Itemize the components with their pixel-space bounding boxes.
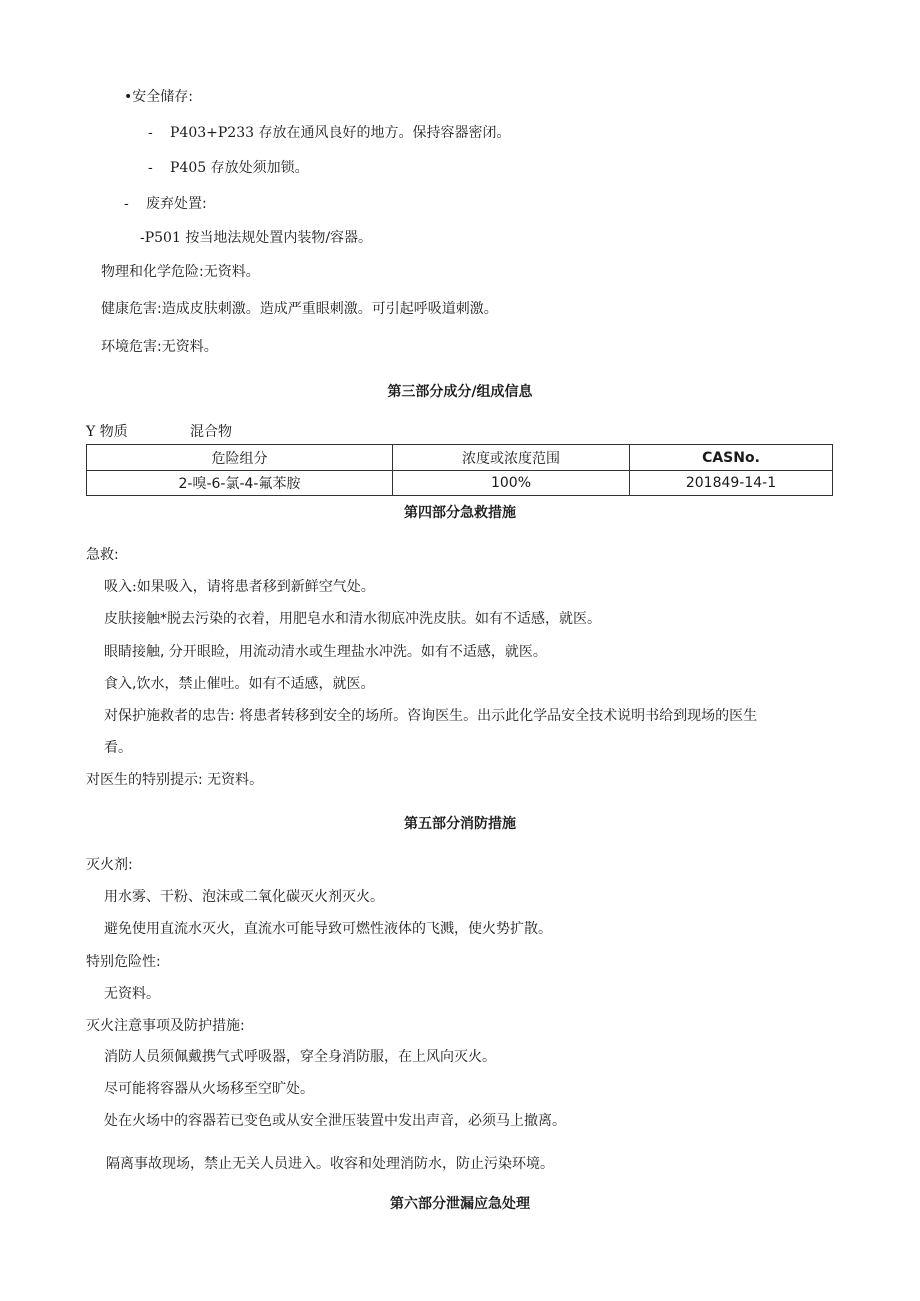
substance-label: Y 物质: [86, 424, 128, 440]
firstaid-text: 分开眼睑，用流动清水或生理盐水冲洗。如有不适感，就医。: [168, 644, 547, 660]
disposal-dash: -: [124, 196, 129, 212]
precaution-heading: 灭火注意事项及防护措施:: [86, 1018, 245, 1034]
table-row: [87, 471, 833, 496]
agent-heading: 灭火剂:: [86, 857, 133, 873]
storage-dash-1: -: [148, 125, 153, 141]
hazard-text: 无资料。: [203, 264, 260, 280]
hazard-health: [101, 300, 498, 318]
disposal-heading: 废弃处置:: [146, 196, 207, 212]
precaution-line-4: 隔离事故现场，禁止无关人员进入。收容和处理消防水，防止污染环境。: [106, 1156, 554, 1172]
section6-title: 第六部分泄漏应急处理: [390, 1196, 530, 1212]
section4-title: 第四部分急救措施: [404, 505, 516, 521]
hazard-label: 环境危害:: [101, 339, 162, 355]
special-heading: 特别危险性:: [86, 954, 161, 970]
firstaid-text: 如果吸入，请将患者移到新鲜空气处。: [136, 579, 375, 595]
cell-cas: 201849-14-1: [630, 471, 833, 496]
cell-concentration: 100%: [393, 471, 630, 496]
storage-item-1: P403+P233 存放在通风良好的地方。保持容器密闭。: [170, 125, 511, 141]
firstaid-label: 吸入:: [104, 579, 137, 595]
firstaid-text: 饮水，禁止催吐。如有不适感，就医。: [136, 676, 375, 692]
protector-text: 将患者转移到安全的场所。咨询医生。出示此化学品安全技术说明书给到现场的医生: [239, 708, 758, 724]
hazard-label: 健康危害:: [101, 301, 162, 317]
firstaid-label: 食入,: [104, 676, 137, 692]
firstaid-label: 皮肤接触*: [104, 611, 167, 627]
precaution-line-3: 处在火场中的容器若已变色或从安全泄压装置中发出声音，必须马上撤离。: [104, 1113, 566, 1129]
mixture-label: 混合物: [190, 424, 232, 440]
doctor-note: [86, 771, 263, 789]
agent-line-1: 用水雾、干粉、泡沫或二氧化碳灭火剂灭火。: [104, 889, 384, 905]
storage-dash-2: -: [148, 160, 153, 176]
doctor-text: 无资料。: [207, 772, 264, 788]
protector-text-cont: 看。: [104, 740, 132, 756]
precaution-line-1: 消防人员须佩戴携气式呼吸器，穿全身消防服，在上风向灭火。: [104, 1049, 496, 1065]
special-text: 无资料。: [104, 986, 160, 1002]
hazard-environment: [101, 338, 218, 356]
hazard-label: 物理和化学危险:: [101, 264, 204, 280]
firstaid-inhalation: [104, 578, 375, 596]
header-concentration: 浓度或浓度范围: [393, 445, 630, 471]
firstaid-ingestion: [104, 675, 374, 693]
disposal-item: -P501 按当地法规处置内装物/容器。: [140, 230, 373, 246]
header-cas: CASNo.: [630, 445, 833, 471]
table-header-row: [87, 445, 833, 471]
firstaid-eye: [104, 643, 547, 661]
firstaid-skin: [104, 610, 601, 628]
storage-heading: •安全储存:: [124, 89, 193, 105]
hazard-text: 无资料。: [161, 339, 218, 355]
hazard-physical: [101, 263, 260, 281]
section5-title: 第五部分消防措施: [404, 816, 516, 832]
section3-title: 第三部分成分/组成信息: [387, 384, 533, 400]
header-component: 危险组分: [87, 445, 393, 471]
protector-label: 对保护施救者的忠告:: [104, 708, 235, 724]
protector-advice: [104, 707, 757, 725]
doctor-label: 对医生的特别提示:: [86, 772, 203, 788]
firstaid-text: 脱去污染的衣着，用肥皂水和清水彻底冲洗皮肤。如有不适感，就医。: [167, 611, 601, 627]
cell-component: 2-嗅-6-氯-4-氟苯胺: [87, 471, 393, 496]
composition-table: [86, 444, 833, 496]
precaution-line-2: 尽可能将容器从火场移至空旷处。: [104, 1081, 314, 1097]
hazard-text: 造成皮肤刺激。造成严重眼刺激。可引起呼吸道刺激。: [161, 301, 498, 317]
storage-item-2: P405 存放处须加锁。: [170, 160, 309, 176]
agent-line-2: 避免使用直流水灭火，直流水可能导致可燃性液体的飞溅，使火势扩散。: [104, 921, 552, 937]
firstaid-label: 眼睛接触,: [104, 644, 165, 660]
firstaid-heading: 急救:: [86, 547, 119, 563]
